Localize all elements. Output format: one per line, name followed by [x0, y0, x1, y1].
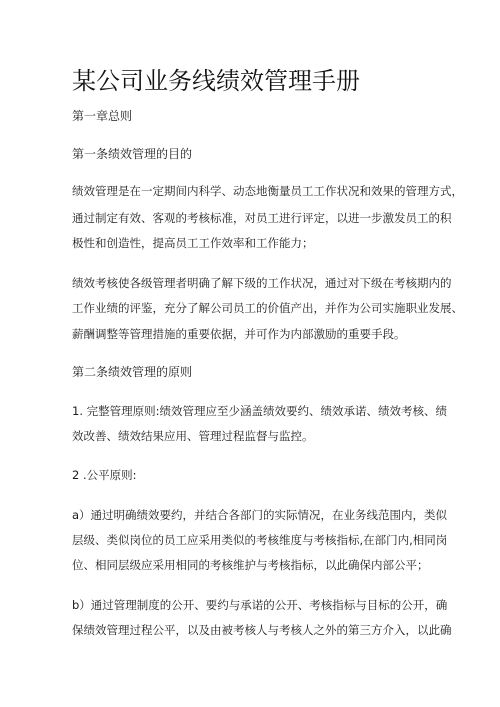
- paragraph-line: 工作业绩的评鉴，充分了解公司员工的价值产出，并作为公司实施职业发展、: [72, 301, 463, 315]
- list-item-line: 保绩效管理过程公平，以及由被考核人与考核人之外的第三方介入，以此确: [72, 623, 452, 637]
- list-item-line: 层级、类似岗位的员工应采用类似的考核维度与考核指标,在部门内,相同岗: [72, 533, 448, 547]
- article-heading-principles: 第二条绩效管理的原则: [72, 365, 193, 379]
- paragraph-line: 薪酬调整等管理措施的重要依据，并可作为内部激励的重要手段。: [72, 327, 406, 341]
- list-item-line: 位、相同层级应采用相同的考核维护与考核指标，以此确保内部公平；: [72, 558, 429, 572]
- article-heading-purpose: 第一条绩效管理的目的: [72, 147, 193, 161]
- paragraph-line: 绩效管理是在一定期间内科学、动态地衡量员工工作状况和效果的管理方式，: [72, 184, 463, 198]
- principle-line: 1. 完整管理原则:绩效管理应至少涵盖绩效要约、绩效承诺、绩效考核、绩: [72, 404, 447, 418]
- list-item-line: a）通过明确绩效要约，并结合各部门的实际情况，在业务线范围内，类似: [72, 508, 448, 522]
- document-title: 某公司业务线绩效管理手册: [72, 67, 360, 95]
- paragraph-line: 绩效考核使各级管理者明确了解下级的工作状况，通过对下级在考核期内的: [72, 276, 452, 290]
- paragraph-line: 极性和创造性，提高员工工作效率和工作能力；: [72, 236, 314, 250]
- paragraph-line: 通过制定有效、客观的考核标准，对员工进行评定，以进一步激发员工的积: [72, 211, 452, 225]
- principle-line: 效改善、绩效结果应用、管理过程监督与监控。: [72, 429, 314, 443]
- list-item-line: b）通过管理制度的公开、要约与承诺的公开、考核指标与目标的公开，确: [72, 598, 448, 612]
- principle-heading-fairness: 2 .公平原则:: [72, 468, 137, 482]
- chapter-heading: 第一章总则: [72, 109, 133, 123]
